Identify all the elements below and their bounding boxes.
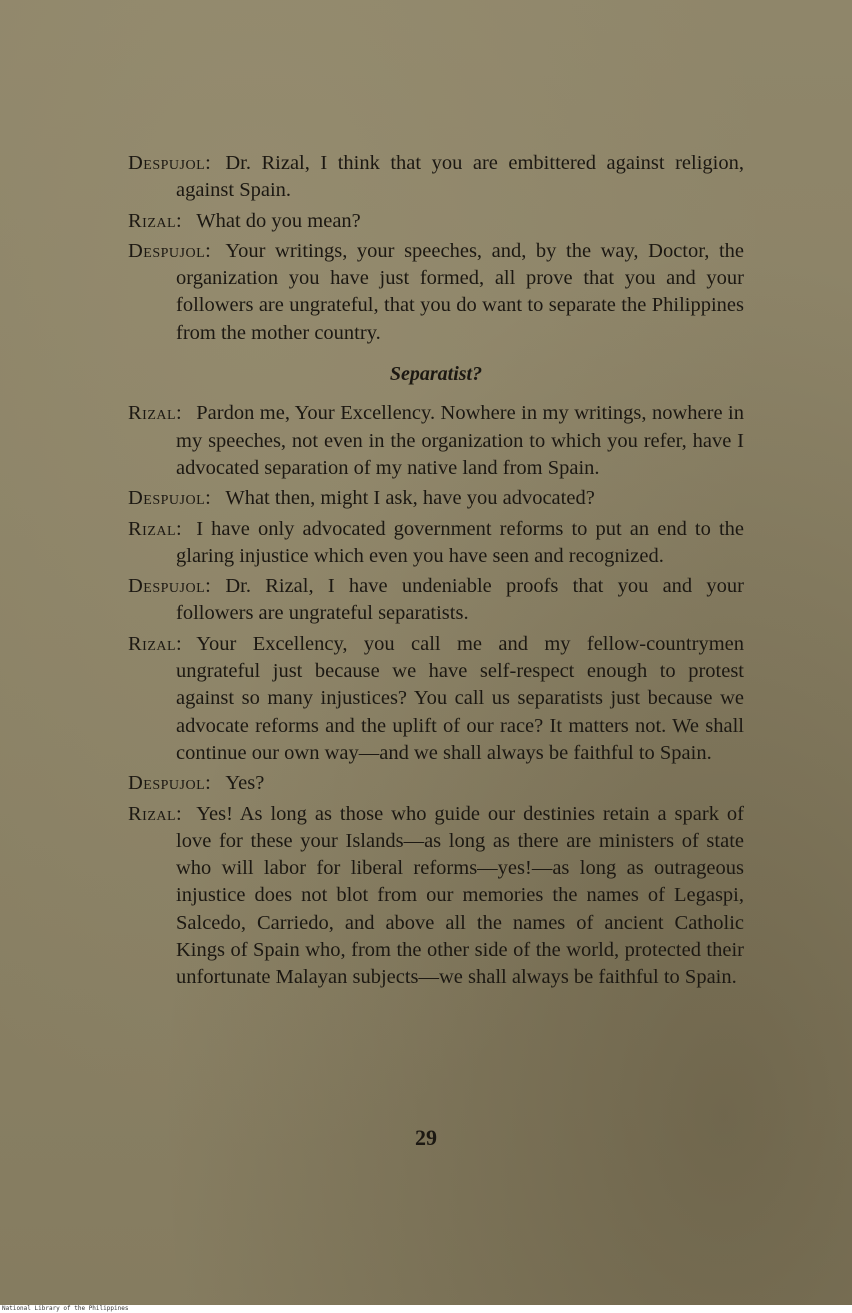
footer-credit: National Library of the Philippines bbox=[0, 1305, 852, 1313]
speech-line bbox=[128, 801, 744, 992]
speech-text: Dr. Rizal, I have undeniable proofs that you and your followers are ungrateful separatists. bbox=[176, 575, 744, 625]
page-number: 29 bbox=[415, 1125, 437, 1150]
speech-text: I have only advocated government reforms to put an end to the glaring injustice which even you have seen and recognized. bbox=[176, 517, 744, 567]
speaker-name: Despujol: bbox=[128, 152, 212, 174]
speech-line bbox=[128, 631, 744, 767]
speaker-name: Despujol: bbox=[128, 239, 212, 262]
speech-text: What then, might I ask, have you advocated? bbox=[225, 487, 595, 510]
speaker-name: Rizal: bbox=[128, 802, 183, 825]
speech-text: Yes? bbox=[225, 772, 265, 795]
speech-text: Dr. Rizal, I think that you are embittered against religion, against Spain. bbox=[176, 152, 744, 202]
speech-line bbox=[128, 400, 744, 482]
dialogue-text-block bbox=[128, 150, 744, 995]
speaker-name: Despujol: bbox=[128, 772, 212, 795]
speech-text: What do you mean? bbox=[196, 209, 361, 232]
speaker-name: Rizal: bbox=[128, 402, 183, 425]
speech-line bbox=[128, 573, 744, 628]
speech-line bbox=[128, 485, 744, 512]
section-heading: Separatist? bbox=[389, 363, 483, 386]
speech-line bbox=[128, 516, 744, 571]
speech-text: Pardon me, Your Excellency. Nowhere in my writings, nowhere in my speeches, not even in the organization to which you refer, have I advocated separation of my native land from Spain. bbox=[176, 402, 744, 479]
speaker-name: Despujol: bbox=[128, 487, 212, 510]
speaker-name: Rizal: bbox=[128, 632, 183, 655]
speech-text: Your Excellency, you call me and my fellow-countrymen ungrateful just because we have self-respect enough to protest against so many injustices? You call us separatists just because we advocate reforms and the uplift of our race? It matters not. We shall continue our own way—and we shall always be faithful to Spain. bbox=[176, 632, 744, 764]
speaker-name: Rizal: bbox=[128, 209, 183, 232]
speech-text: Yes! As long as those who guide our destinies retain a spark of love for these your Islands—as long as there are ministers of state who will labor for liberal reforms—yes!—as long as outrageous injustice does not blot from our memories the names of Legaspi, Salcedo, Carriedo, and above all the names of ancient Catholic Kings of Spain who, from the other side of the world, protected their unfortunate Malayan subjects—we shall always be faithful to Spain. bbox=[176, 802, 744, 989]
speech-line bbox=[128, 150, 744, 205]
speaker-name: Rizal: bbox=[128, 517, 183, 540]
speech-text: Your writings, your speeches, and, by the way, Doctor, the organization you have just formed, all prove that you and your followers are ungrateful, that you do want to separate the Philippines from the mother country. bbox=[176, 239, 744, 344]
speech-line bbox=[128, 770, 744, 797]
speech-line bbox=[128, 208, 744, 235]
speaker-name: Despujol: bbox=[128, 575, 212, 598]
speech-line bbox=[128, 238, 744, 347]
